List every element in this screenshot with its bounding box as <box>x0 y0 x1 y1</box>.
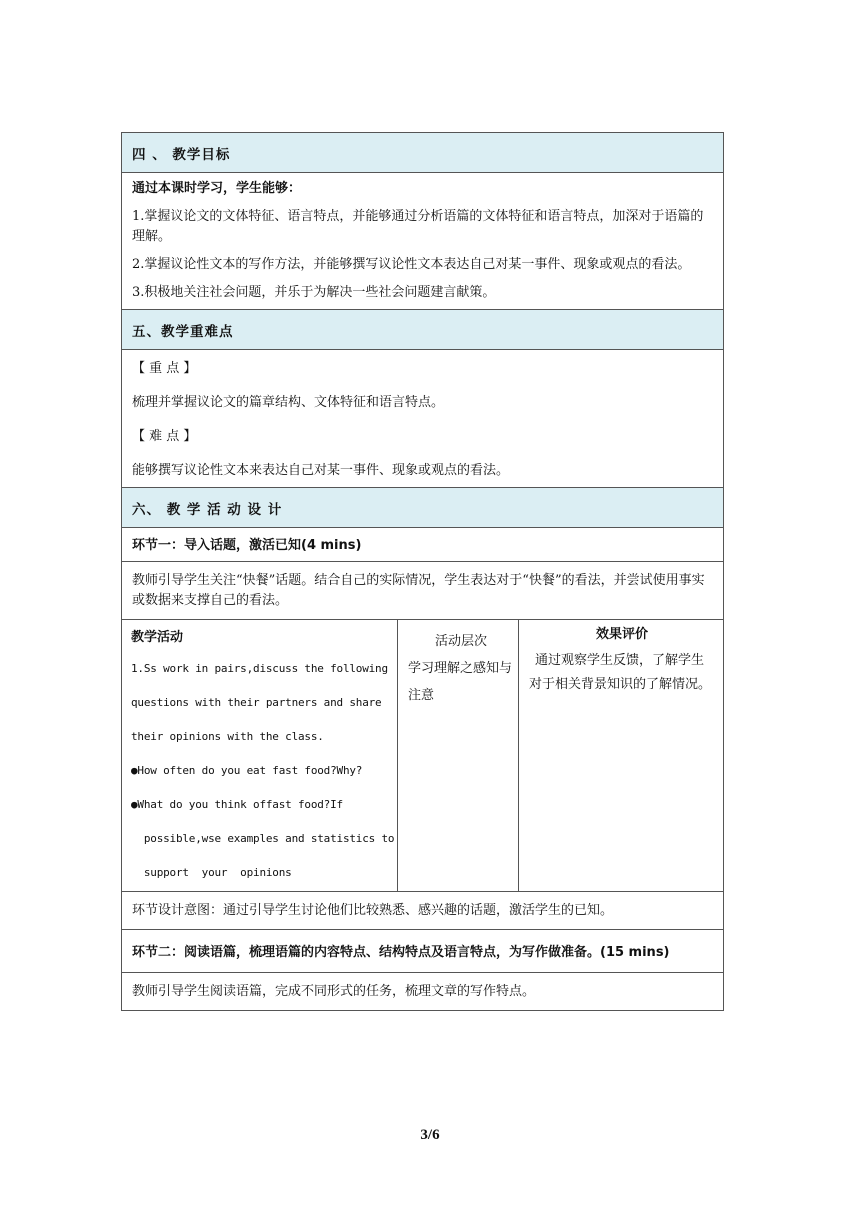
activity-line: ●What do you think offast food?If <box>131 798 343 811</box>
activity-line: their opinions with the class. <box>131 730 324 743</box>
key-label: 【 重 点 】 <box>132 361 197 376</box>
step1-intent: 环节设计意图：通过引导学生讨论他们比较熟悉、感兴趣的话题，激活学生的已知。 <box>132 903 614 918</box>
page-number: 3/6 <box>420 1127 440 1143</box>
goal-item: 3.积极地关注社会问题，并乐于为解决一些社会问题建言献策。 <box>132 285 496 300</box>
step2-title-cell <box>122 930 723 973</box>
activity-column <box>122 620 398 891</box>
evaluation-column <box>519 620 723 891</box>
step2-description: 教师引导学生阅读语篇，完成不同形式的任务，梳理文章的写作特点。 <box>132 984 536 999</box>
section-heading-key-points: 五、教学重难点 <box>122 310 723 350</box>
activity-line: support your opinions <box>131 866 292 879</box>
section-heading-activities: 六、 教 学 活 动 设 计 <box>122 488 723 528</box>
activity-line: questions with their partners and share <box>131 696 382 709</box>
key-points-cell <box>122 350 723 488</box>
section-heading-goals: 四 、 教学目标 <box>122 133 723 173</box>
step1-title: 环节一：导入话题，激活已知(4 mins) <box>132 538 362 553</box>
level-column <box>398 620 519 891</box>
activity-line: 1.Ss work in pairs,discuss the following <box>131 662 388 675</box>
step1-description: 教师引导学生关注“快餐”话题。结合自己的实际情况，学生表达对于“快餐”的看法，并尝试使用事实或数据来支撑自己的看法。 <box>132 573 705 608</box>
lesson-plan-table <box>121 132 724 1011</box>
level-text: 学习理解之感知与注意 <box>408 661 513 703</box>
step1-intent-cell <box>122 892 723 930</box>
activity-grid <box>122 620 723 892</box>
activity-line: possible,wse examples and statistics to <box>131 832 395 845</box>
goals-intro: 通过本课时学习，学生能够： <box>132 181 302 196</box>
goal-item: 1.掌握议论文的文体特征、语言特点，并能够通过分析语篇的文体特征和语言特点，加深对于语篇的理解。 <box>132 209 704 244</box>
key-text: 梳理并掌握议论文的篇章结构、文体特征和语言特点。 <box>132 395 445 410</box>
evaluation-header: 效果评价 <box>595 627 648 642</box>
activity-header: 教学活动 <box>131 630 184 645</box>
level-header: 活动层次 <box>434 634 487 649</box>
evaluation-text: 通过观察学生反馈，了解学生对于相关背景知识的了解情况。 <box>529 653 712 692</box>
step1-title-cell <box>122 528 723 562</box>
difficult-text: 能够撰写议论性文本来表达自己对某一事件、现象或观点的看法。 <box>132 463 510 478</box>
step2-desc-cell <box>122 973 723 1010</box>
step1-desc-cell <box>122 562 723 620</box>
step2-title: 环节二：阅读语篇，梳理语篇的内容特点、结构特点及语言特点，为写作做准备。(15 mins) <box>132 945 670 960</box>
difficult-label: 【 难 点 】 <box>132 429 197 444</box>
activity-line: ●How often do you eat fast food?Why? <box>131 764 363 777</box>
goals-cell <box>122 173 723 310</box>
goal-item: 2.掌握议论性文本的写作方法，并能够撰写议论性文本表达自己对某一事件、现象或观点的看法。 <box>132 257 691 272</box>
